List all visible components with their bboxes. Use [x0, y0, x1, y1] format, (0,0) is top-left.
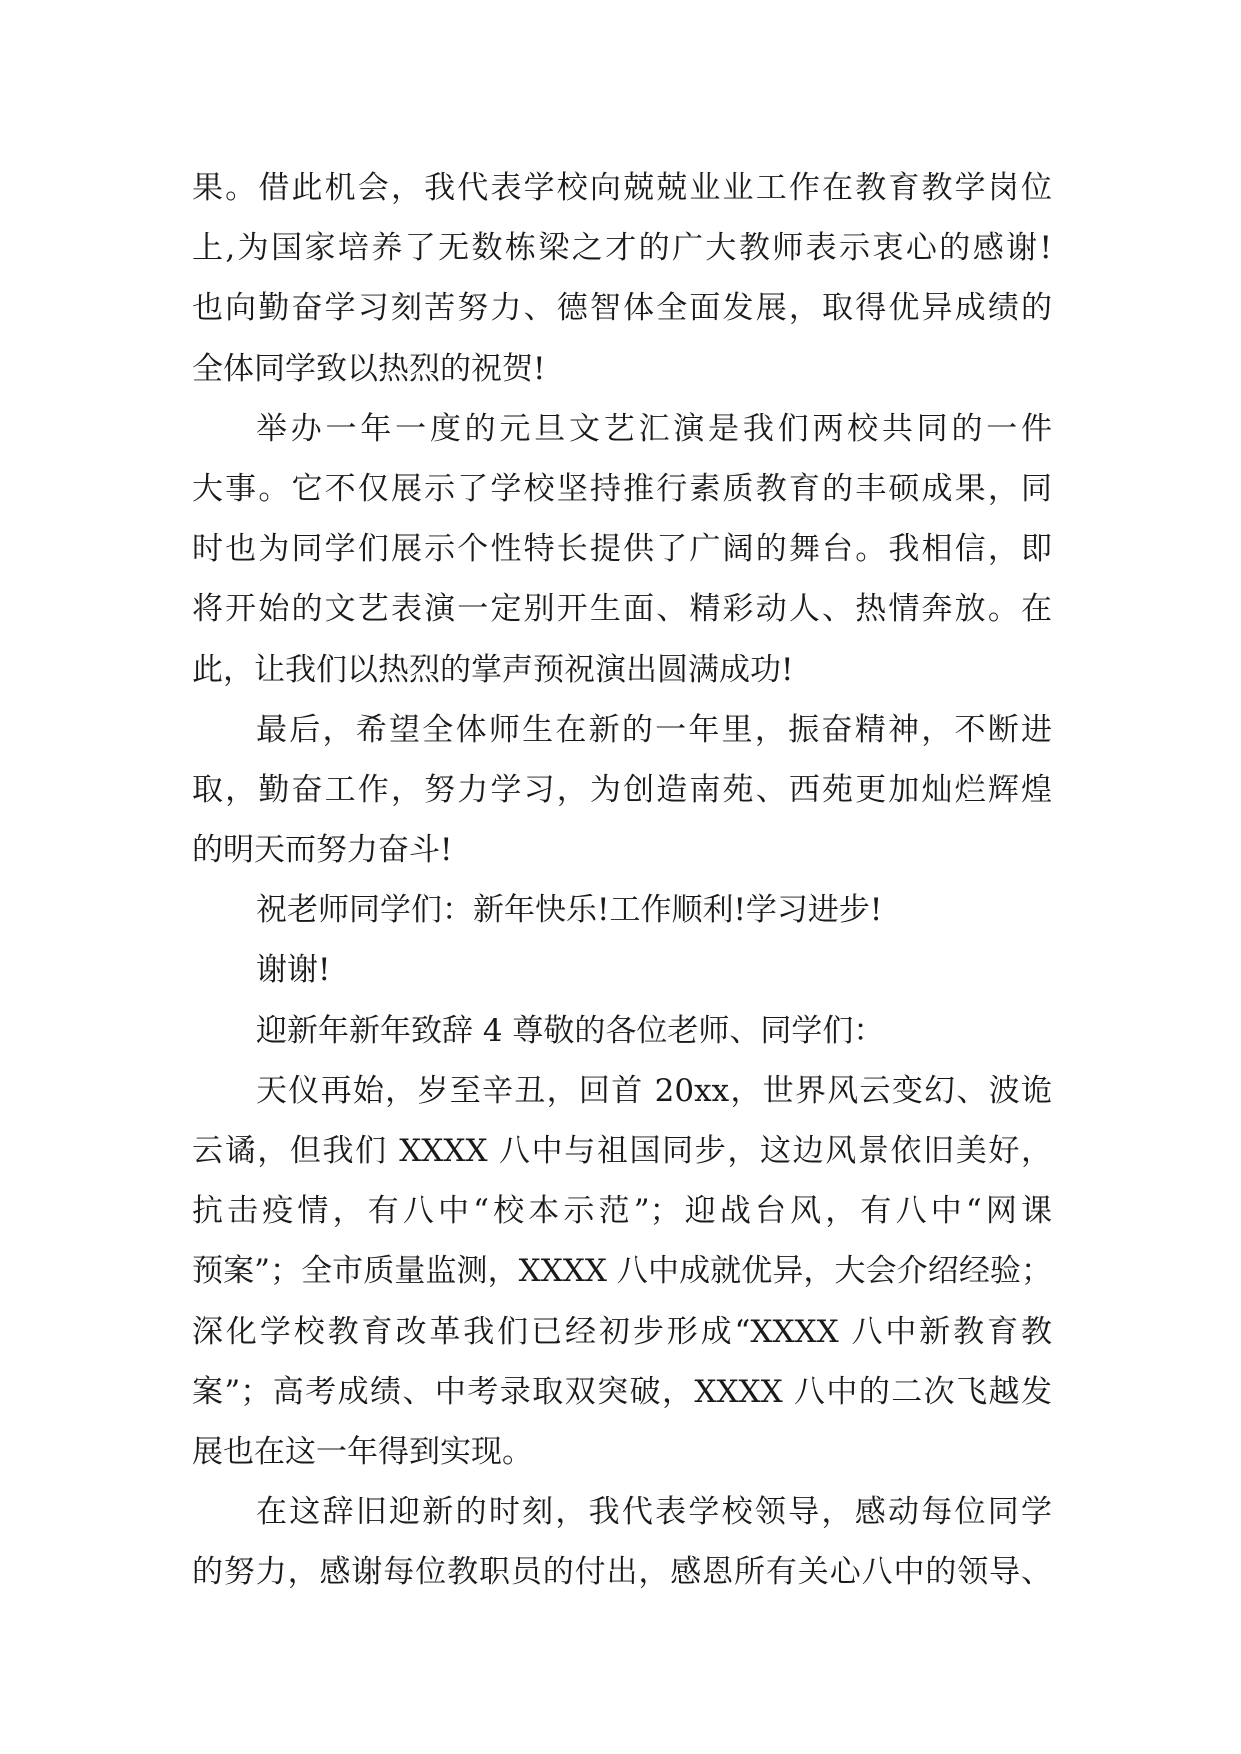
text-line: 果。借此机会，我代表学校向兢兢业业工作在教育教学岗位: [192, 170, 1052, 206]
text-line: 祝老师同学们：新年快乐!工作顺利!学习进步!: [256, 892, 883, 929]
text-line: 抗击疫情，有八中“校本示范”；迎战台风，有八中“网课: [192, 1193, 1052, 1230]
text-line: 预案”；全市质量监测，XXXX 八中成就优异，大会介绍经验；: [192, 1253, 1052, 1290]
text-line: 将开始的文艺表演一定别开生面、精彩动人、热情奔放。在: [192, 591, 1052, 628]
text-line: 上,为国家培养了无数栋梁之才的广大教师表示衷心的感谢!: [192, 230, 1052, 267]
text-line: 展也在这一年得到实现。: [192, 1433, 533, 1470]
text-line: 云谲，但我们 XXXX 八中与祖国同步，这边风景依旧美好，: [192, 1133, 1052, 1169]
text-line: 时也为同学们展示个性特长提供了广阔的舞台。我相信，即: [192, 531, 1052, 568]
text-line: 此，让我们以热烈的掌声预祝演出圆满成功!: [192, 651, 794, 688]
text-line: 举办一年一度的元旦文艺汇演是我们两校共同的一件: [256, 410, 1052, 447]
text-line: 全体同学致以热烈的祝贺!: [192, 350, 546, 387]
text-line: 的努力，感谢每位教职员的付出，感恩所有关心八中的领导、: [192, 1554, 1052, 1591]
text-line: 的明天而努力奋斗!: [192, 832, 453, 869]
document-body: [192, 158, 1052, 1603]
text-line: 天仪再始，岁至辛丑，回首 20xx，世界风云变幻、波诡: [256, 1072, 1052, 1109]
text-line: 也向勤奋学习刻苦努力、德智体全面发展，取得优异成绩的: [192, 290, 1052, 327]
text-line: 案”；高考成绩、中考录取双突破，XXXX 八中的二次飞越发: [192, 1373, 1052, 1410]
text-line: 深化学校教育改革我们已经初步形成“XXXX 八中新教育教: [192, 1313, 1052, 1350]
text-line: 谢谢!: [256, 952, 331, 989]
text-line: 取，勤奋工作，努力学习，为创造南苑、西苑更加灿烂辉煌: [192, 771, 1052, 808]
text-line: 在这辞旧迎新的时刻，我代表学校领导，感动每位同学: [256, 1494, 1052, 1531]
text-line: 大事。它不仅展示了学校坚持推行素质教育的丰硕成果，同: [192, 470, 1052, 507]
text-line: 最后，希望全体师生在新的一年里，振奋精神，不断进: [256, 711, 1052, 748]
text-line: 迎新年新年致辞 4 尊敬的各位老师、同学们：: [256, 1012, 885, 1049]
